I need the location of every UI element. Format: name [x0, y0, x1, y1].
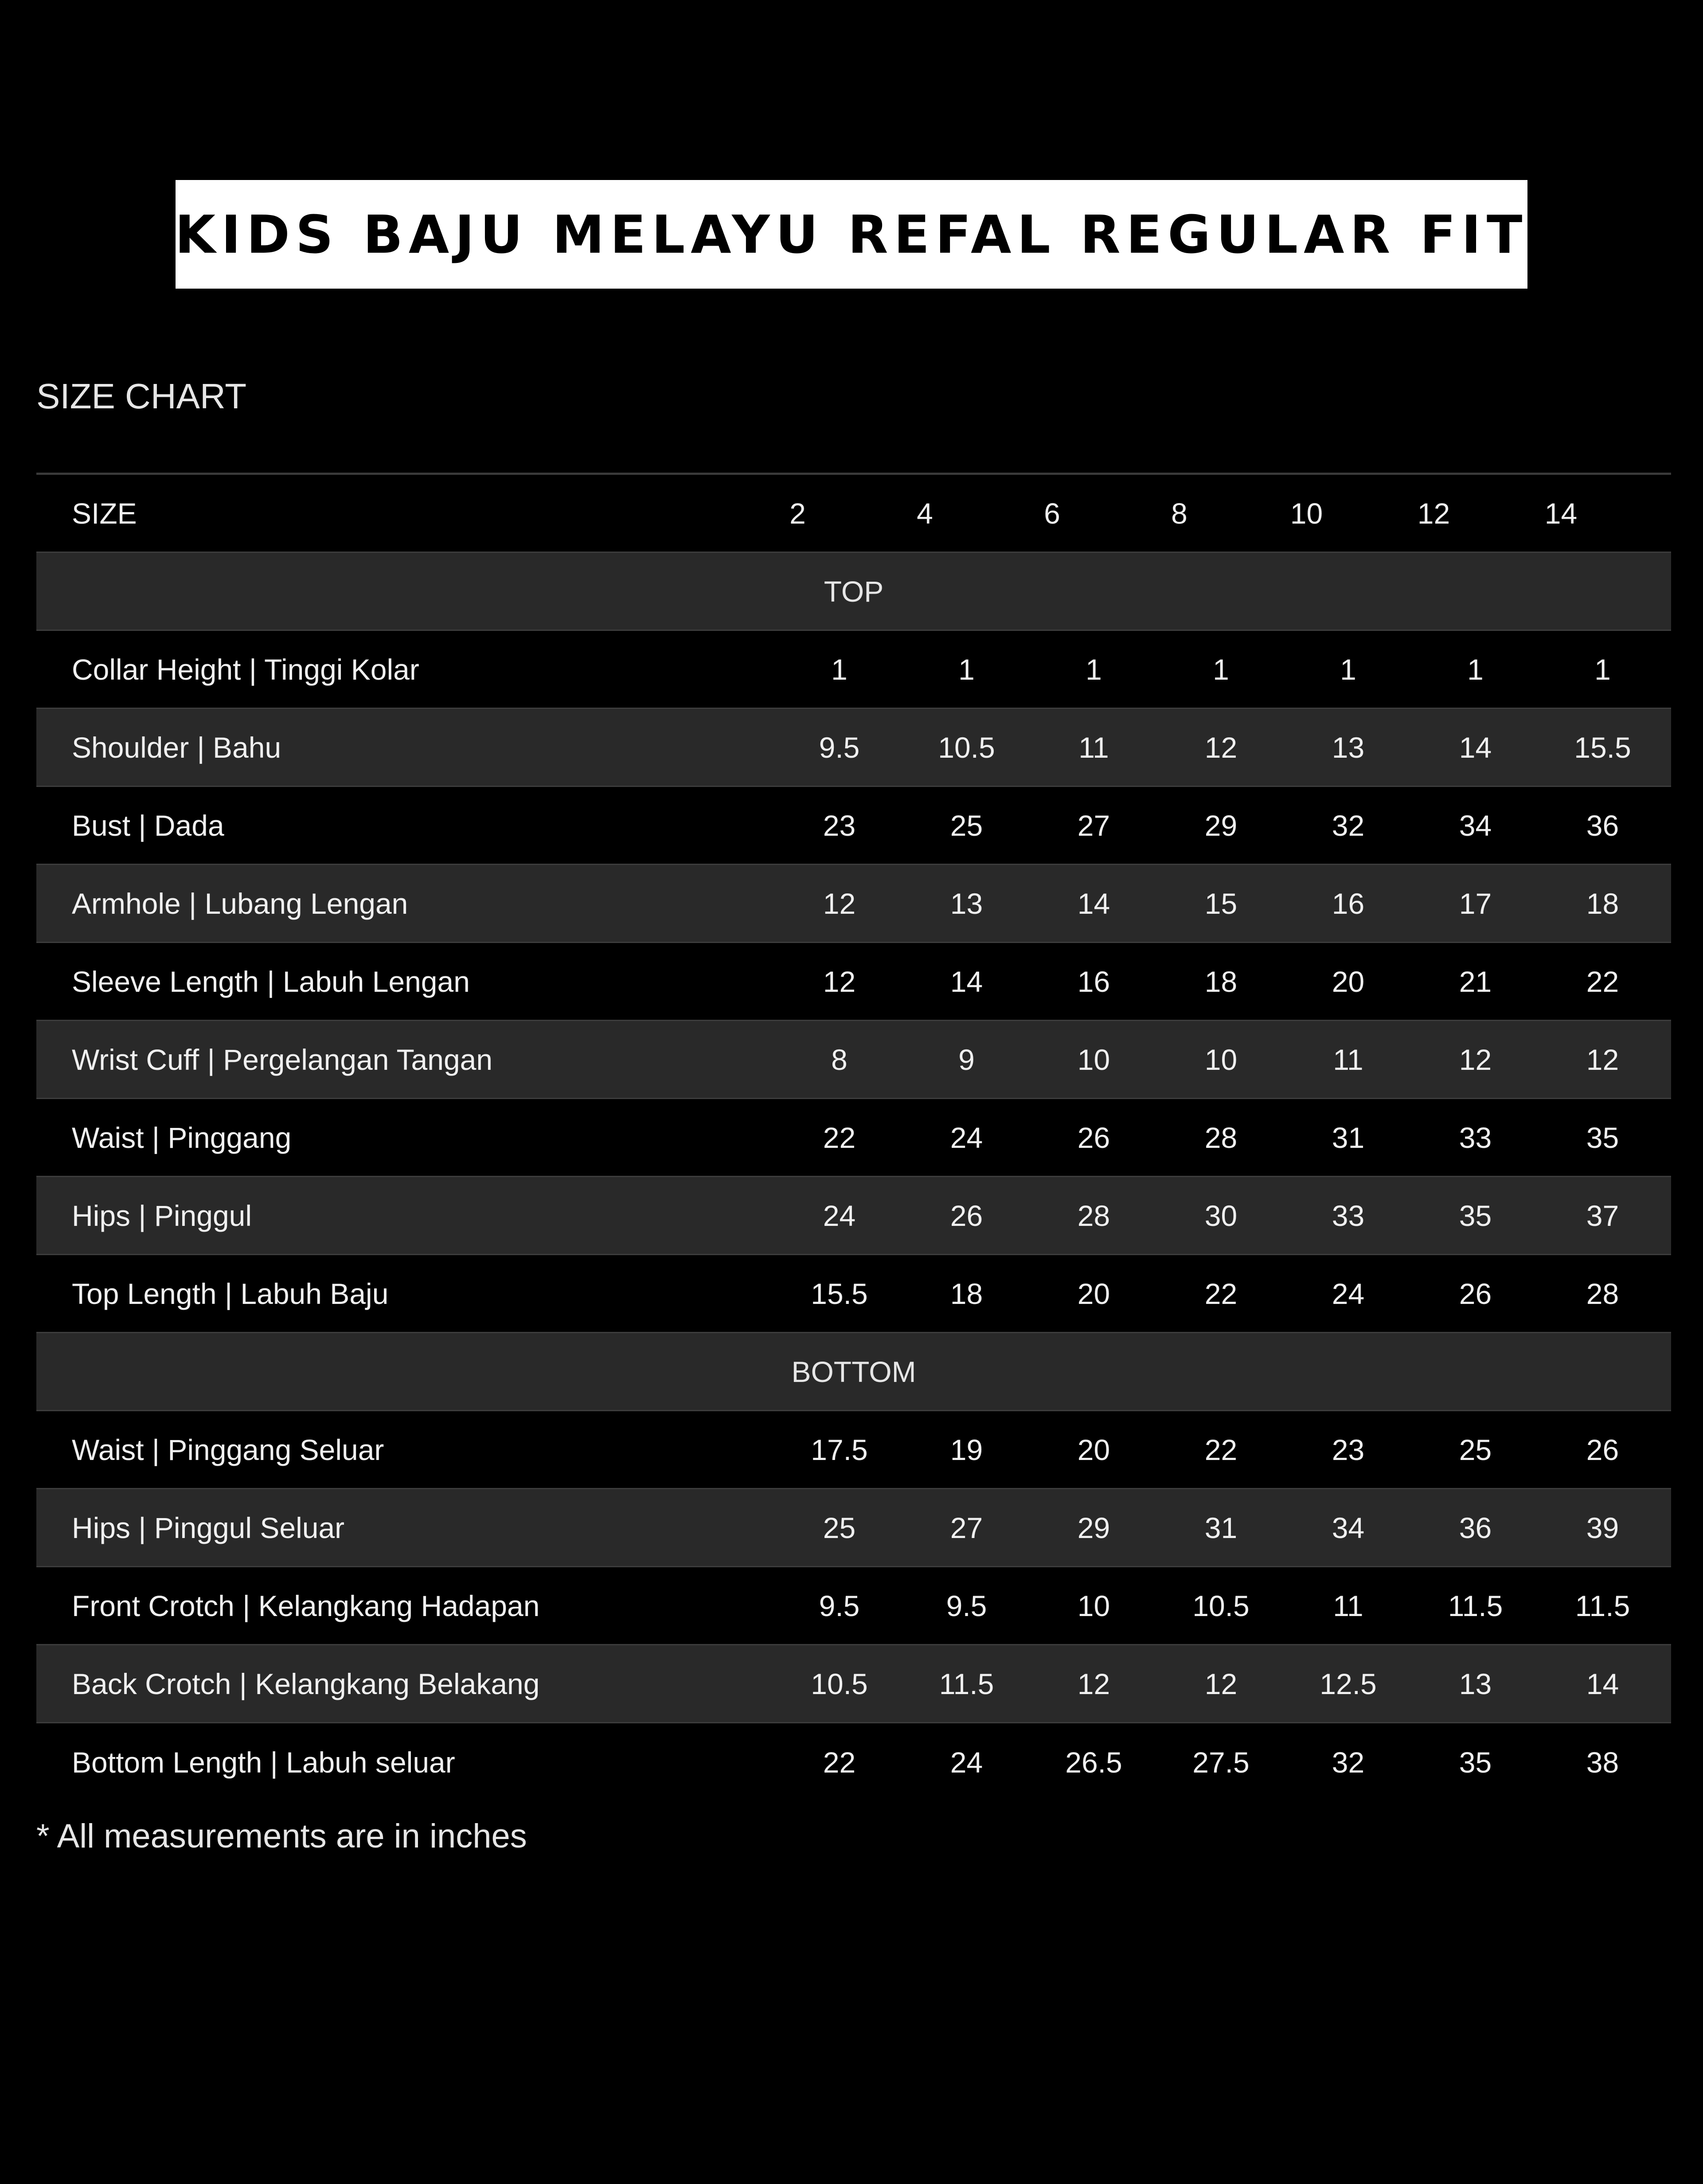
size-chart-table — [36, 475, 1671, 1801]
measurement-label: Back Crotch | Kelangkang Belakang — [72, 1667, 540, 1700]
measurement-value: 1 — [1213, 653, 1229, 686]
measurement-value: 1 — [1340, 653, 1356, 686]
measurement-value: 38 — [1586, 1746, 1619, 1779]
measurement-value: 1 — [1594, 653, 1611, 686]
header-size-col: 6 — [1044, 497, 1060, 530]
measurement-value: 18 — [950, 1277, 983, 1310]
measurement-value: 26 — [1586, 1433, 1619, 1466]
measurement-value: 15 — [1204, 887, 1238, 920]
measurement-value: 12 — [823, 887, 856, 920]
measurement-value: 9.5 — [819, 1589, 860, 1622]
measurement-value: 33 — [1332, 1199, 1365, 1232]
measurement-value: 11.5 — [1575, 1589, 1630, 1622]
measurement-value: 18 — [1586, 887, 1619, 920]
measurement-value: 20 — [1077, 1277, 1110, 1310]
section-label: BOTTOM — [791, 1355, 916, 1388]
measurement-value: 24 — [950, 1746, 983, 1779]
measurement-value: 1 — [1086, 653, 1102, 686]
measurement-value: 26 — [950, 1199, 983, 1232]
table-row — [36, 787, 1671, 865]
measurement-value: 13 — [1332, 731, 1365, 764]
measurement-value: 29 — [1077, 1511, 1110, 1544]
header-size-col: 4 — [917, 497, 933, 530]
table-row — [36, 709, 1671, 787]
measurement-value: 32 — [1332, 1746, 1365, 1779]
measurement-value: 12 — [1204, 1667, 1238, 1700]
header-size-col: 2 — [789, 497, 806, 530]
measurement-value: 12 — [1204, 731, 1238, 764]
table-row — [36, 1177, 1671, 1255]
measurement-value: 25 — [1459, 1433, 1492, 1466]
measurement-value: 11.5 — [939, 1667, 994, 1700]
table-row — [36, 1411, 1671, 1489]
measurement-value: 27 — [1077, 809, 1110, 842]
measurement-footnote: * All measurements are in inches — [36, 1817, 527, 1855]
measurement-value: 23 — [823, 809, 856, 842]
measurement-value: 10.5 — [811, 1667, 868, 1700]
measurement-value: 22 — [823, 1746, 856, 1779]
measurement-value: 10 — [1204, 1043, 1238, 1076]
measurement-value: 32 — [1332, 809, 1365, 842]
section-header-top — [36, 553, 1671, 631]
measurement-value: 35 — [1586, 1121, 1619, 1154]
page-title: KIDS BAJU MELAYU REFAL REGULAR FIT — [175, 204, 1528, 265]
measurement-value: 35 — [1459, 1746, 1492, 1779]
section-header-bottom — [36, 1333, 1671, 1411]
measurement-value: 13 — [950, 887, 983, 920]
measurement-value: 21 — [1459, 965, 1492, 998]
measurement-label: Sleeve Length | Labuh Lengan — [72, 965, 470, 998]
table-row — [36, 943, 1671, 1021]
measurement-value: 20 — [1332, 965, 1365, 998]
measurement-value: 12 — [1459, 1043, 1492, 1076]
measurement-value: 26 — [1459, 1277, 1492, 1310]
header-size-col: 8 — [1171, 497, 1187, 530]
table-row — [36, 1021, 1671, 1099]
table-header-row — [36, 475, 1671, 553]
measurement-value: 24 — [823, 1199, 856, 1232]
measurement-value: 35 — [1459, 1199, 1492, 1232]
table-row — [36, 1723, 1671, 1801]
measurement-value: 11 — [1078, 731, 1109, 764]
measurement-value: 25 — [950, 809, 983, 842]
measurement-value: 22 — [1204, 1277, 1238, 1310]
measurement-label: Top Length | Labuh Baju — [72, 1277, 389, 1310]
title-banner — [176, 180, 1527, 289]
measurement-value: 8 — [831, 1043, 848, 1076]
measurement-label: Bottom Length | Labuh seluar — [72, 1746, 455, 1779]
measurement-value: 34 — [1332, 1511, 1365, 1544]
measurement-value: 13 — [1459, 1667, 1492, 1700]
measurement-value: 16 — [1332, 887, 1365, 920]
measurement-value: 31 — [1332, 1121, 1365, 1154]
measurement-label: Collar Height | Tinggi Kolar — [72, 653, 419, 686]
measurement-value: 23 — [1332, 1433, 1365, 1466]
measurement-value: 36 — [1459, 1511, 1492, 1544]
measurement-value: 10.5 — [938, 731, 995, 764]
measurement-value: 26.5 — [1065, 1746, 1122, 1779]
measurement-value: 9.5 — [946, 1589, 987, 1622]
header-size-col: 10 — [1290, 497, 1323, 530]
measurement-label: Waist | Pinggang Seluar — [72, 1433, 384, 1466]
measurement-value: 18 — [1204, 965, 1238, 998]
measurement-value: 27 — [950, 1511, 983, 1544]
measurement-label: Bust | Dada — [72, 809, 224, 842]
size-chart-heading: SIZE CHART — [36, 376, 247, 416]
measurement-value: 11 — [1333, 1589, 1363, 1622]
header-size-label: SIZE — [72, 497, 137, 530]
measurement-label: Front Crotch | Kelangkang Hadapan — [72, 1589, 540, 1622]
measurement-value: 15.5 — [1574, 731, 1631, 764]
table-row — [36, 1645, 1671, 1723]
measurement-value: 1 — [1467, 653, 1484, 686]
measurement-value: 14 — [950, 965, 983, 998]
measurement-value: 25 — [823, 1511, 856, 1544]
measurement-value: 22 — [1586, 965, 1619, 998]
measurement-value: 12 — [1586, 1043, 1619, 1076]
measurement-value: 16 — [1077, 965, 1110, 998]
measurement-value: 31 — [1204, 1511, 1238, 1544]
measurement-value: 37 — [1586, 1199, 1619, 1232]
measurement-value: 10 — [1077, 1589, 1110, 1622]
measurement-value: 11.5 — [1448, 1589, 1503, 1622]
measurement-value: 20 — [1077, 1433, 1110, 1466]
measurement-value: 10.5 — [1192, 1589, 1250, 1622]
measurement-value: 1 — [831, 653, 848, 686]
section-label: TOP — [824, 575, 884, 608]
measurement-value: 28 — [1586, 1277, 1619, 1310]
measurement-value: 10 — [1077, 1043, 1110, 1076]
measurement-value: 22 — [823, 1121, 856, 1154]
table-row — [36, 631, 1671, 709]
measurement-value: 11 — [1333, 1043, 1363, 1076]
measurement-label: Armhole | Lubang Lengan — [72, 887, 408, 920]
measurement-value: 15.5 — [811, 1277, 868, 1310]
measurement-value: 12.5 — [1320, 1667, 1377, 1700]
measurement-value: 28 — [1204, 1121, 1238, 1154]
table-row — [36, 1489, 1671, 1567]
measurement-value: 30 — [1204, 1199, 1238, 1232]
measurement-label: Hips | Pinggul Seluar — [72, 1511, 345, 1544]
measurement-label: Hips | Pinggul — [72, 1199, 252, 1232]
measurement-value: 22 — [1204, 1433, 1238, 1466]
measurement-value: 14 — [1077, 887, 1110, 920]
measurement-value: 1 — [958, 653, 975, 686]
measurement-value: 17 — [1459, 887, 1492, 920]
measurement-value: 12 — [1077, 1667, 1110, 1700]
measurement-value: 17.5 — [811, 1433, 868, 1466]
measurement-value: 9.5 — [819, 731, 860, 764]
measurement-value: 19 — [950, 1433, 983, 1466]
header-size-col: 14 — [1544, 497, 1578, 530]
table-body — [36, 553, 1671, 1801]
measurement-label: Waist | Pinggang — [72, 1121, 292, 1154]
table-row — [36, 1255, 1671, 1333]
measurement-value: 34 — [1459, 809, 1492, 842]
measurement-value: 29 — [1204, 809, 1238, 842]
table-row — [36, 865, 1671, 943]
measurement-label: Shoulder | Bahu — [72, 731, 281, 764]
measurement-value: 14 — [1459, 731, 1492, 764]
measurement-value: 24 — [1332, 1277, 1365, 1310]
measurement-label: Wrist Cuff | Pergelangan Tangan — [72, 1043, 493, 1076]
measurement-value: 33 — [1459, 1121, 1492, 1154]
measurement-value: 39 — [1586, 1511, 1619, 1544]
measurement-value: 9 — [958, 1043, 975, 1076]
measurement-value: 12 — [823, 965, 856, 998]
table-row — [36, 1099, 1671, 1177]
measurement-value: 28 — [1077, 1199, 1110, 1232]
measurement-value: 36 — [1586, 809, 1619, 842]
measurement-value: 14 — [1586, 1667, 1619, 1700]
header-size-col: 12 — [1417, 497, 1450, 530]
measurement-value: 26 — [1077, 1121, 1110, 1154]
table-row — [36, 1567, 1671, 1645]
measurement-value: 24 — [950, 1121, 983, 1154]
measurement-value: 27.5 — [1192, 1746, 1250, 1779]
